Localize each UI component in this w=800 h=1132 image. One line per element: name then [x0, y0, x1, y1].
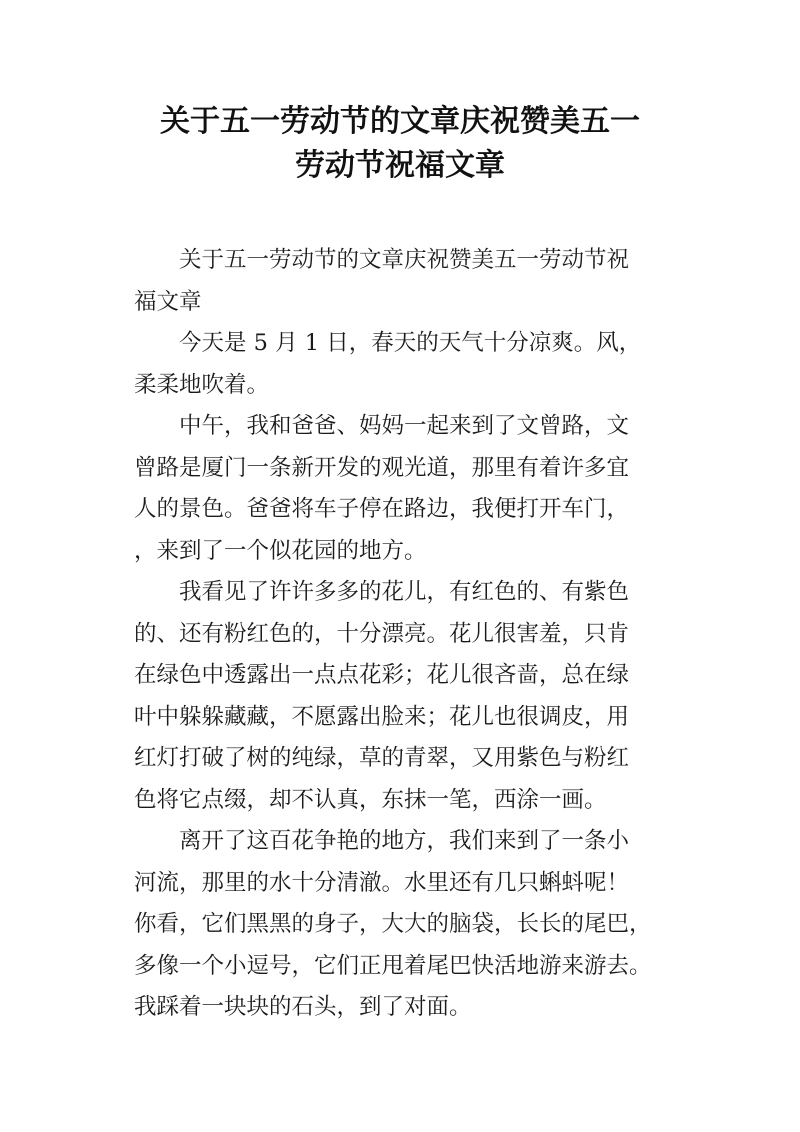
paragraph [134, 572, 694, 821]
paragraph [134, 323, 694, 406]
text-line: 红灯打破了树的纯绿，草的青翠，又用紫色与粉红 [134, 745, 630, 771]
text-line: 今天是 5 月 1 日，春天的天气十分凉爽。风， [179, 330, 642, 356]
text-line: 中午，我和爸爸、妈妈一起来到了文曾路，文 [179, 413, 630, 439]
document-body [134, 240, 694, 1029]
title-line: 关于五一劳动节的文章庆祝赞美五一 [160, 104, 640, 139]
text-line: 离开了这百花争艳的地方，我们来到了一条小 [179, 828, 630, 854]
text-line: 的、还有粉红色的，十分漂亮。花儿很害羞，只肯 [134, 620, 630, 647]
text-line: 曾路是厦门一条新开发的观光道，那里有着许多宜 [134, 454, 630, 481]
text-line: 我踩着一块块的石头，到了对面。 [134, 994, 472, 1020]
paragraph [134, 821, 694, 1029]
text-line: 色将它点缀，却不认真，东抹一笔，西涂一画。 [134, 786, 607, 813]
text-line: 在绿色中透露出一点点花彩；花儿很吝啬，总在绿 [134, 662, 630, 688]
text-line: 福文章 [134, 288, 202, 315]
text-line: 关于五一劳动节的文章庆祝赞美五一劳动节祝 [179, 247, 630, 273]
title-line: 劳动节祝福文章 [295, 148, 505, 183]
text-line: 人的景色。爸爸将车子停在路边，我便打开车门， [134, 496, 630, 522]
paragraph [134, 240, 694, 323]
text-line: 柔柔地吹着。 [134, 371, 270, 398]
text-line: 河流，那里的水十分清澈。水里还有几只蝌蚪呢！ [134, 869, 630, 896]
document-title [0, 100, 800, 188]
text-line: 多像一个小逗号，它们正甩着尾巴快活地游来游去。 [134, 952, 652, 979]
text-line: ，来到了一个似花园的地方。 [134, 537, 427, 564]
text-line: 叶中躲躲藏藏，不愿露出脸来；花儿也很调皮，用 [134, 703, 630, 730]
text-line: 我看见了许许多多的花儿，有红色的、有紫色 [179, 579, 630, 605]
text-line: 你看，它们黑黑的身子，大大的脑袋，长长的尾巴， [134, 911, 652, 937]
paragraph [134, 406, 694, 572]
